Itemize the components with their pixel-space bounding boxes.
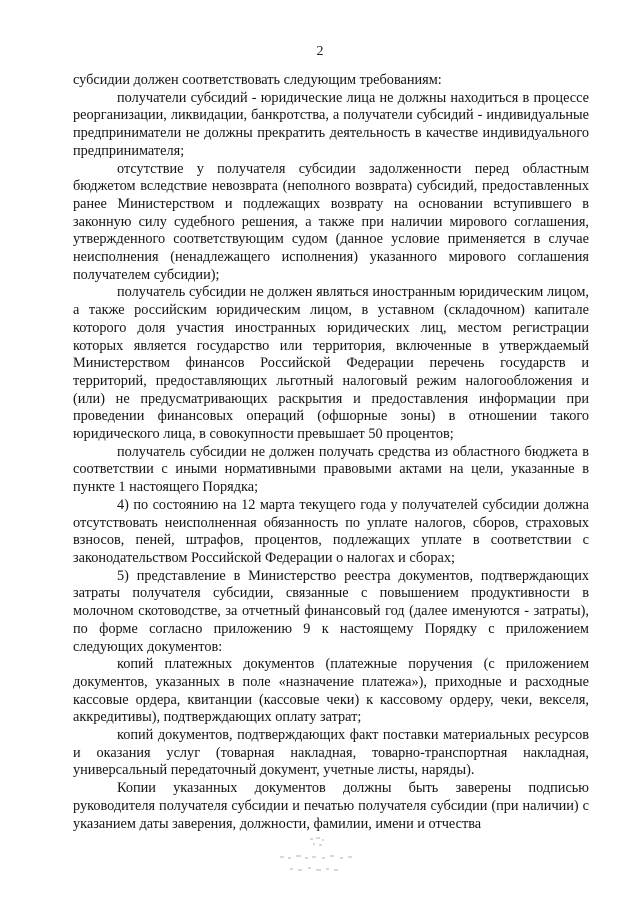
paragraph-delivery-copies: копий документов, подтверждающих факт поставки материальных ресурсов и оказания услуг (товарная накладная, товарно-транспортная накладная, универсальный передаточный документ, учетные листы, наряды). — [73, 727, 589, 779]
page-number: 2 — [316, 44, 324, 59]
paragraph-payment-copies: копий платежных документов (платежные поручения (с приложением документов, указанных в поле «назначение платежа»), приходные и расходные кассовые ордера, квитанции (кассовые чеки) к кассовому ордеру, чеки, векселя, аккредитивы), подтверждающих оплату затрат; — [73, 656, 589, 726]
paragraph-foreign-entity: получатель субсидии не должен являться иностранным юридическим лицом, а также российским юридическим лицом, в уставном (складочном) капитале которого доля участия иностранных юридических лиц, местом регистрации которых является государство или территория, включенные в утверждаемый Министерством финансов Российской Федерации перечень государств и территорий, предоставляющих льготный налоговый режим налогообложения и (или) не предусматривающих раскрытия и предоставления информации при проведении финансовых операций (офшорные зоны) в отношении такого юридического лица, в совокупности превышает 50 процентов; — [73, 284, 589, 443]
paragraph-no-other-funds: получатель субсидии не должен получать средства из областного бюджета в соответствии с иными нормативными правовыми актами на цели, указанные в пункте 1 настоящего Порядка; — [73, 443, 589, 496]
faint-stamp-mark — [270, 836, 370, 882]
paragraph-item-4: 4) по состоянию на 12 марта текущего года у получателей субсидии должна отсутствовать неисполненная обязанность по уплате налогов, сборов, страховых взносов, пеней, штрафов, процентов, подлежащих уплате в соответствии с законодательством Российской Федерации о налогах и сборах; — [73, 496, 589, 566]
paragraph-intro: субсидии должен соответствовать следующим требованиям: — [73, 72, 442, 88]
paragraph-item-5: 5) представление в Министерство реестра документов, подтверждающих затраты получателя субсидии, связанные с повышением продуктивности в молочном скотоводстве, за отчетный финансовый год (далее именуются - затраты), по форме согласно приложению 9 к настоящему Порядку с приложением следующих документов: — [73, 567, 589, 655]
paragraph-reorganization: получатели субсидий - юридические лица не должны находиться в процессе реорганизации, ликвидации, банкротства, а получатели субсидий - индивидуальные предприниматели не должны прекратить деятельность в качестве индивидуального предпринимателя; — [73, 89, 589, 159]
paragraph-certification: Копии указанных документов должны быть заверены подписью руководителя получателя субсидии и печатью получателя субсидии (при наличии) с указанием даты заверения, должности, фамилии, имени и отчества — [73, 780, 589, 832]
document-body — [73, 72, 589, 833]
paragraph-no-debt: отсутствие у получателя субсидии задолженности перед областным бюджетом вследствие невозврата (неполного возврата) субсидий, предоставленных ранее Министерством и подлежащих возврату на основании вступившего в законную силу судебного решения, а также при наличии мирового соглашения, утвержденного соответствующим судом (данное условие применяется в случае неисполнения (ненадлежащего исполнения) указанного мирового соглашения получателем субсидии); — [73, 160, 589, 283]
